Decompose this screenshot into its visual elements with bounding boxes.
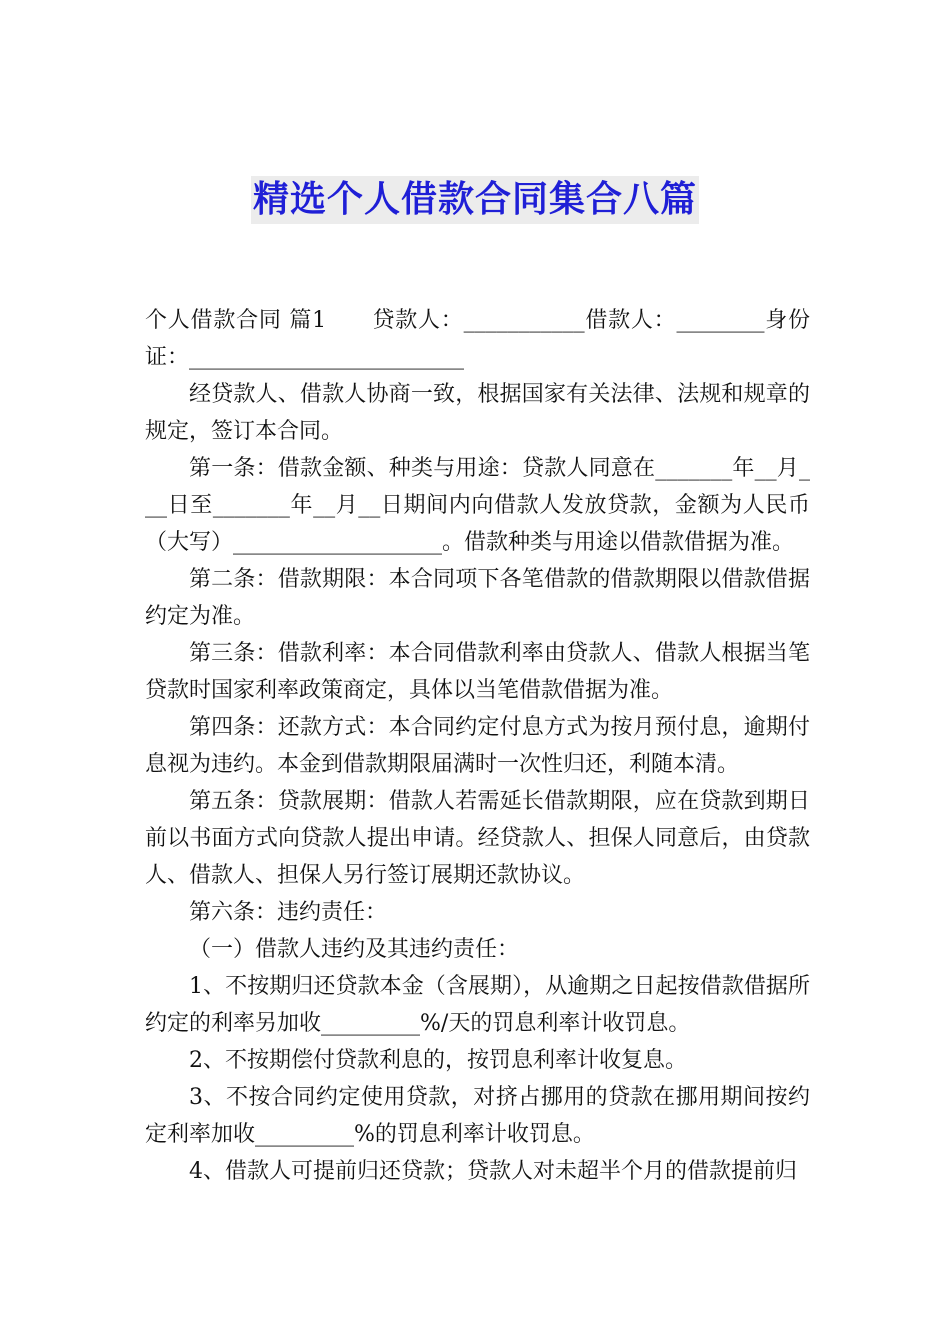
paragraph-section-1: （一）借款人违约及其违约责任： — [189, 937, 520, 962]
paragraph-item-1: 1、不按期归还贷款本金（含展期），从逾期之日起按借款借据所约定的利率另加收_________%/天的罚息利率计收罚息。 — [145, 974, 810, 1036]
paragraph-article-2: 第二条：借款期限：本合同项下各笔借款的借款期限以借款借据约定为准。 — [145, 567, 810, 629]
paragraph-article-6: 第六条：违约责任： — [189, 900, 388, 925]
title-container — [0, 176, 950, 224]
paragraph-article-3: 第三条：借款利率：本合同借款利率由贷款人、借款人根据当笔贷款时国家利率政策商定，具体以当笔借款借据为准。 — [145, 641, 810, 703]
paragraph-article-4: 第四条：还款方式：本合同约定付息方式为按月预付息，逾期付息视为违约。本金到借款期限届满时一次性归还，利随本清。 — [145, 715, 810, 777]
paragraph-item-4: 4、借款人可提前归还贷款；贷款人对未超半个月的借款提前归 — [189, 1159, 797, 1184]
paragraph-intro: 经贷款人、借款人协商一致，根据国家有关法律、法规和规章的规定，签订本合同。 — [145, 382, 810, 444]
document-title: 精选个人借款合同集合八篇 — [251, 176, 699, 224]
paragraph-item-3: 3、不按合同约定使用贷款，对挤占挪用的贷款在挪用期间按约定利率加收_________%的罚息利率计收罚息。 — [145, 1085, 810, 1147]
paragraph-header: 个人借款合同 篇1 贷款人：___________借款人：________身份证：_________________________ — [145, 308, 810, 370]
paragraph-item-2: 2、不按期偿付贷款利息的，按罚息利率计收复息。 — [189, 1048, 687, 1073]
document-body — [145, 302, 810, 1190]
paragraph-article-1: 第一条：借款金额、种类与用途：贷款人同意在_______年__月___日至_______年__月__日期间内向借款人发放贷款，金额为人民币（大写）___________________。借款种类与用途以借款借据为准。 — [145, 456, 810, 555]
paragraph-article-5: 第五条：贷款展期：借款人若需延长借款期限，应在贷款到期日前以书面方式向贷款人提出申请。经贷款人、担保人同意后，由贷款人、借款人、担保人另行签订展期还款协议。 — [145, 789, 810, 888]
